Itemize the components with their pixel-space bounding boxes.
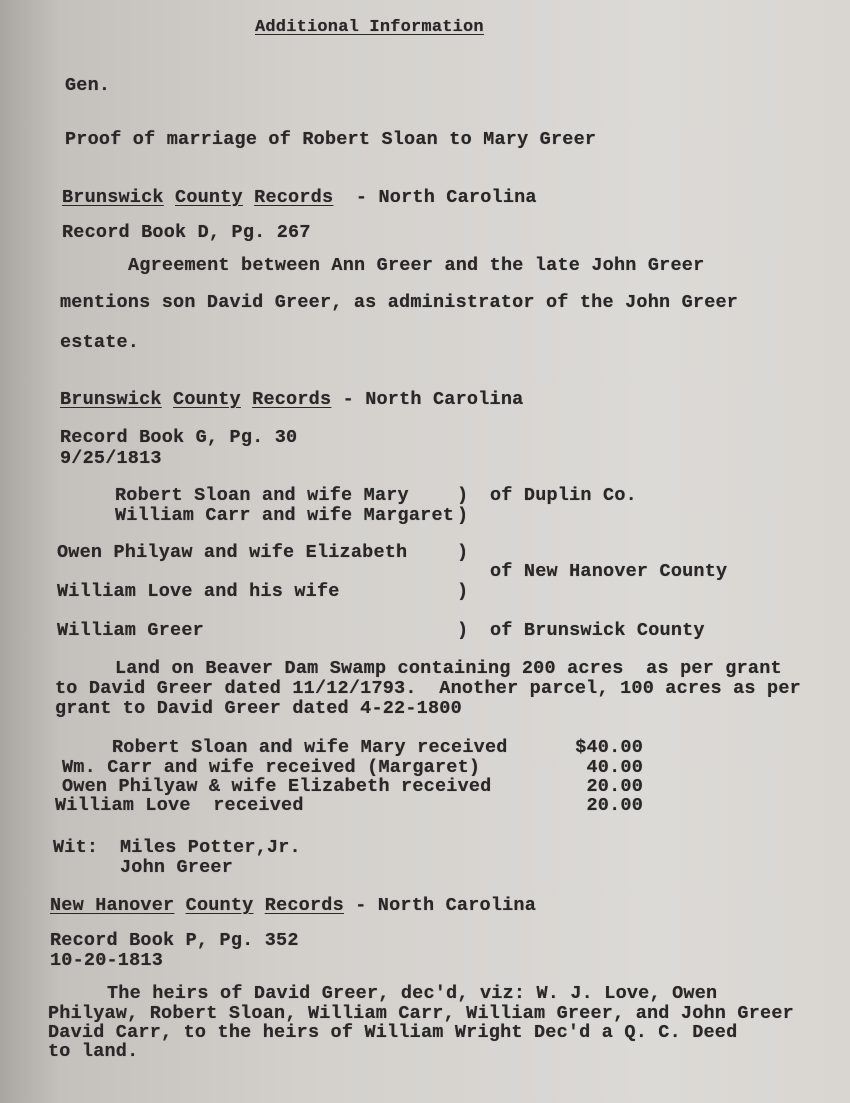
page-title: Additional Information [255,18,484,37]
text-line: mentions son David Greer, as administrator of the John Greer [60,292,739,313]
subject-line: Proof of marriage of Robert Sloan to Mary Greer [65,129,597,150]
payment-label: Owen Philyaw & wife Elizabeth received [62,776,492,797]
bracket: ) [457,485,469,506]
text-line: to land. [48,1041,139,1062]
payment-amount: 20.00 [586,795,643,816]
witness-label: Wit: [53,837,99,858]
text-line: estate. [60,332,140,353]
party: Owen Philyaw and wife Elizabeth [57,542,408,563]
heading-part: New Hanover [50,895,175,916]
payment-label: Robert Sloan and wife Mary received [112,737,508,758]
party: William Love and his wife [57,581,340,602]
section-heading [60,389,523,411]
heading-part: Records [252,389,332,410]
payment-label: Wm. Carr and wife received (Margaret) [62,757,481,778]
heading-suffix: - North Carolina [355,187,537,208]
bracket: ) [457,505,469,526]
heading-suffix: - North Carolina [355,895,537,916]
payment-amount: 20.00 [586,776,643,797]
text-line: Philyaw, Robert Sloan, William Carr, William Greer, and John Greer [48,1003,794,1024]
heading-part: County [175,187,243,208]
section-heading [50,895,536,917]
witness: John Greer [120,857,234,878]
record-reference: Record Book P, Pg. 352 [50,930,299,951]
witness: Miles Potter,Jr. [120,837,301,858]
bracket: ) [457,542,469,563]
payment-amount: $40.00 [575,737,643,758]
bracket: ) [457,620,469,641]
party: William Carr and wife Margaret [115,505,455,526]
heading-part: Records [254,187,334,208]
heading-part: Brunswick [60,389,162,410]
record-date: 9/25/1813 [60,448,162,469]
payment-label: William Love received [55,795,304,816]
text-line: grant to David Greer dated 4-22-1800 [55,698,462,719]
text-line: The heirs of David Greer, dec'd, viz: W. J. Love, Owen [107,983,718,1004]
record-reference: Record Book D, Pg. 267 [62,222,311,243]
party: William Greer [57,620,204,641]
party: Robert Sloan and wife Mary [115,485,409,506]
heading-part: Records [264,895,344,916]
heading-part: Brunswick [62,187,164,208]
section-heading [62,187,537,209]
text-line: Agreement between Ann Greer and the late John Greer [128,255,705,276]
record-reference: Record Book G, Pg. 30 [60,427,298,448]
heading-part: County [173,389,241,410]
text-line: Land on Beaver Dam Swamp containing 200 acres as per grant [115,658,782,679]
location: of New Hanover County [490,561,728,582]
heading-suffix: - North Carolina [342,389,524,410]
location: of Brunswick County [490,620,705,641]
heading-part: County [185,895,254,916]
payment-amount: 40.00 [586,757,643,778]
text-line: to David Greer dated 11/12/1793. Another parcel, 100 acres as per [55,678,801,699]
record-date: 10-20-1813 [50,950,164,971]
text-line: David Carr, to the heirs of William Wright Dec'd a Q. C. Deed [48,1022,738,1043]
location: of Duplin Co. [490,485,637,506]
gen-label: Gen. [65,75,111,96]
bracket: ) [457,581,469,602]
